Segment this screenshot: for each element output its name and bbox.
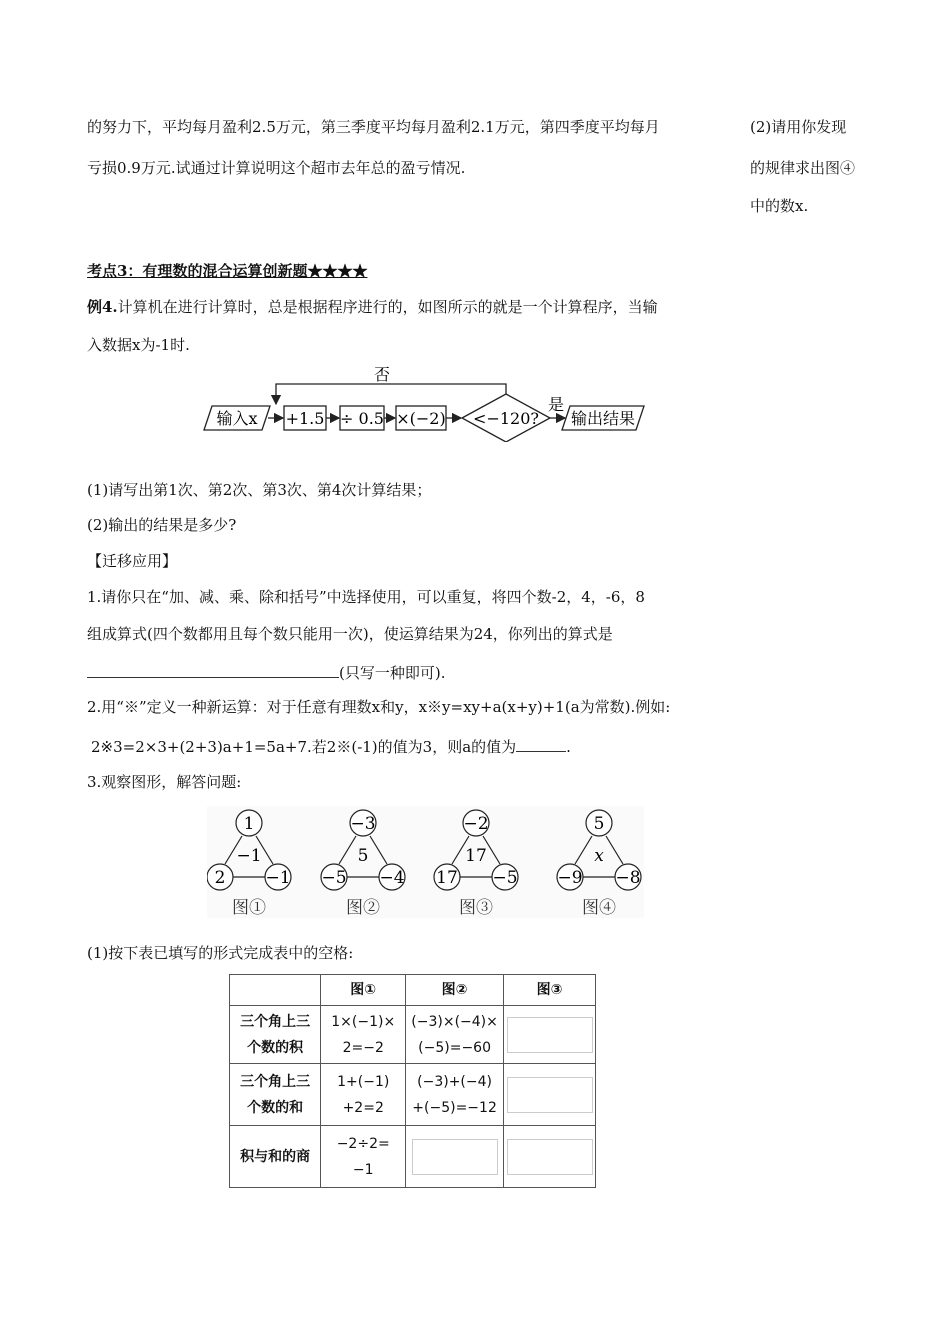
intro-line-1: 的努力下，平均每月盈利2.5万元，第三季度平均每月盈利2.1万元，第四季度平均每月 bbox=[87, 118, 660, 136]
fig1-top: 1 bbox=[243, 814, 255, 834]
cell-fig1-product bbox=[321, 1006, 406, 1064]
fig3-center: 17 bbox=[465, 846, 487, 866]
row-label-line: 三个角上三 bbox=[240, 1073, 311, 1090]
transfer-heading: 【迁移应用】 bbox=[87, 552, 178, 570]
problem-2-line-2 bbox=[91, 735, 571, 757]
answer-box[interactable] bbox=[507, 1139, 593, 1175]
row-label-line: 个数的和 bbox=[247, 1099, 304, 1116]
table-row-sum bbox=[230, 1064, 596, 1126]
fig4-left: −9 bbox=[557, 868, 583, 888]
cell-fig3-product[interactable] bbox=[504, 1006, 596, 1064]
question-2: (2)输出的结果是多少? bbox=[87, 516, 237, 534]
fig1-center: −1 bbox=[236, 846, 262, 866]
header-fig2: 图② bbox=[406, 975, 504, 1006]
decision-label: <−120? bbox=[473, 409, 539, 428]
header-fig1: 图① bbox=[321, 975, 406, 1006]
problem-2-line-1: 2.用“※”定义一种新运算：对于任意有理数x和y，x※y=xy+a(x+y)+1(a为常数).例如: bbox=[87, 698, 671, 716]
row-label-product bbox=[230, 1006, 321, 1064]
header-empty bbox=[230, 975, 321, 1006]
cell-line: 1×(−1)× bbox=[331, 1013, 396, 1030]
example-4-line-2: 入数据x为-1时. bbox=[87, 336, 190, 354]
fig2-top: −3 bbox=[350, 814, 376, 834]
fig2-caption: 图② bbox=[346, 898, 380, 918]
flowchart-no-label: 否 bbox=[373, 365, 391, 384]
fig3-top: −2 bbox=[463, 814, 489, 834]
cell-fig2-product bbox=[406, 1006, 504, 1064]
row-label-quotient: 积与和的商 bbox=[230, 1126, 321, 1188]
problem-1-line-2: 组成算式(四个数都用且每个数只能用一次)，使运算结果为24，你列出的算式是 bbox=[87, 625, 613, 643]
answer-box[interactable] bbox=[507, 1017, 593, 1053]
step-1-label: +1.5 bbox=[285, 409, 325, 428]
cell-fig3-sum[interactable] bbox=[504, 1064, 596, 1126]
problem-2-tail: . bbox=[566, 738, 571, 756]
fig4-right: −8 bbox=[615, 868, 641, 888]
fig4-center: x bbox=[594, 846, 604, 866]
cell-line: 1+(−1) bbox=[337, 1073, 390, 1090]
cell-fig1-sum bbox=[321, 1064, 406, 1126]
example-4-label: 例4. bbox=[87, 298, 118, 316]
problem-1-line-1: 1.请你只在“加、减、乘、除和括号”中选择使用，可以重复，将四个数-2，4，-6，8 bbox=[87, 588, 645, 606]
step-2-label: ÷ 0.5 bbox=[340, 409, 384, 428]
fig2-right: −4 bbox=[379, 868, 405, 888]
table-row-product bbox=[230, 1006, 596, 1064]
side-question-line-3: 中的数x. bbox=[750, 197, 809, 215]
fig4-top: 5 bbox=[593, 814, 605, 834]
fig4-caption: 图④ bbox=[582, 898, 616, 918]
problem-1-line-3 bbox=[87, 661, 445, 683]
problem-3: 3.观察图形，解答问题: bbox=[87, 773, 242, 791]
cell-line: (−5)=−60 bbox=[418, 1039, 491, 1056]
fig2-center: 5 bbox=[357, 846, 369, 866]
fig3-left: 17 bbox=[436, 868, 458, 888]
problem-1-tail: (只写一种即可). bbox=[339, 664, 446, 682]
side-question-line-2: 的规律求出图④ bbox=[750, 159, 856, 177]
answer-box[interactable] bbox=[507, 1077, 593, 1113]
cell-line: +(−5)=−12 bbox=[412, 1099, 497, 1116]
cell-line: 2=−2 bbox=[342, 1039, 384, 1056]
row-label-sum bbox=[230, 1064, 321, 1126]
answer-box[interactable] bbox=[412, 1139, 498, 1175]
cell-line: −1 bbox=[352, 1161, 374, 1178]
problem-2-text: 2※3=2×3+(2+3)a+1=5a+7.若2※(-1)的值为3，则a的值为 bbox=[91, 738, 517, 756]
cell-fig2-quotient[interactable] bbox=[406, 1126, 504, 1188]
flowchart bbox=[200, 360, 660, 442]
section-heading: 考点3：有理数的混合运算创新题★★★★ bbox=[87, 262, 368, 280]
step-3-label: ×(−2) bbox=[396, 409, 446, 428]
cell-line: (−3)×(−4)× bbox=[411, 1013, 498, 1030]
fig1-left: 2 bbox=[214, 868, 226, 888]
example-4-line-1 bbox=[87, 297, 658, 317]
question-1: (1)请写出第1次、第2次、第3次、第4次计算结果； bbox=[87, 481, 432, 499]
input-label: 输入x bbox=[216, 409, 258, 428]
answer-blank-2[interactable] bbox=[516, 735, 566, 752]
fig1-right: −1 bbox=[265, 868, 291, 888]
table-header-row bbox=[230, 975, 596, 1006]
fig3-caption: 图③ bbox=[459, 898, 493, 918]
row-label-line: 三个角上三 bbox=[240, 1013, 311, 1030]
header-fig3: 图③ bbox=[504, 975, 596, 1006]
cell-line: (−3)+(−4) bbox=[417, 1073, 492, 1090]
example-4-text-1: 计算机在进行计算时，总是根据程序进行的，如图所示的就是一个计算程序，当输 bbox=[117, 298, 658, 316]
intro-line-2: 亏损0.9万元.试通过计算说明这个超市去年总的盈亏情况. bbox=[87, 159, 466, 177]
answer-blank-1[interactable] bbox=[87, 661, 339, 678]
cell-fig3-quotient[interactable] bbox=[504, 1126, 596, 1188]
cell-fig1-quotient bbox=[321, 1126, 406, 1188]
triangle-figures bbox=[207, 806, 644, 918]
loop-line bbox=[276, 384, 506, 406]
fig1-caption: 图① bbox=[232, 898, 266, 918]
cell-fig2-sum bbox=[406, 1064, 504, 1126]
flowchart-yes-label: 是 bbox=[548, 395, 565, 414]
row-label-line: 个数的积 bbox=[247, 1039, 304, 1056]
answer-table bbox=[229, 974, 596, 1188]
cell-line: +2=2 bbox=[342, 1099, 384, 1116]
cell-line: −2÷2= bbox=[336, 1135, 390, 1152]
fig3-right: −5 bbox=[492, 868, 518, 888]
fig2-left: −5 bbox=[321, 868, 347, 888]
output-label: 输出结果 bbox=[570, 409, 636, 428]
side-question-line-1: (2)请用你发现 bbox=[750, 118, 847, 136]
table-row-quotient bbox=[230, 1126, 596, 1188]
figures-background bbox=[207, 806, 644, 918]
table-intro: (1)按下表已填写的形式完成表中的空格: bbox=[87, 944, 354, 962]
